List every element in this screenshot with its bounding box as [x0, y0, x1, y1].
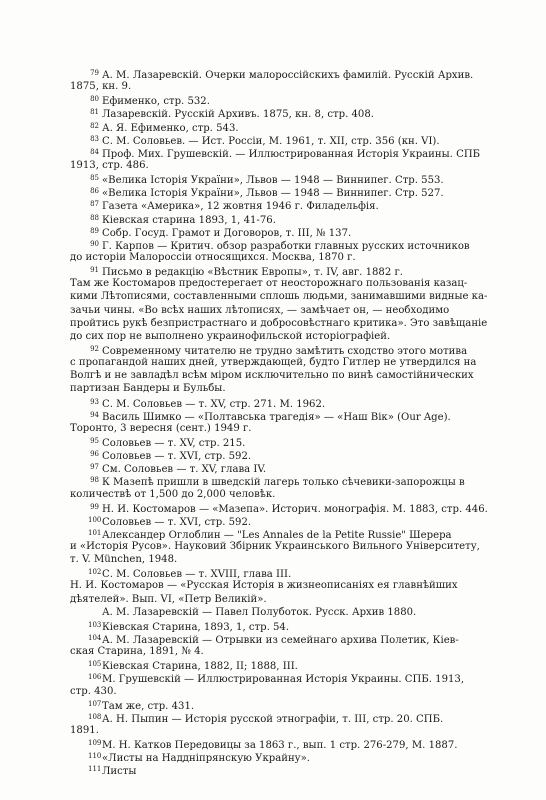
- footnote-first-line: [70, 67, 510, 80]
- footnote-number: 81: [90, 108, 99, 117]
- footnote-number: 106: [88, 673, 102, 682]
- footnote: [70, 448, 510, 461]
- footnote-number: 94: [90, 410, 99, 419]
- footnote-number: 92: [90, 344, 99, 353]
- footnote-continuation-line: [70, 579, 510, 592]
- footnote-text: А. Н. Пыпин — Исторія русской этнографіи, т. III, стр. 20. СПБ.: [102, 713, 444, 725]
- footnote-continuation-line: [70, 304, 510, 317]
- footnote-text: Н. И. Костомаров — «Мазепа». Историч. монографія. М. 1883, стр. 446.: [102, 503, 488, 514]
- footnote-first-line: [70, 474, 510, 487]
- footnote-text: Н. И. Костомаров — «Русская Исторія в жизнеописаніях ея главнѣйших: [70, 580, 458, 592]
- footnote-number: 105: [88, 660, 102, 669]
- footnote-text: Газета «Америка», 12 жовтня 1946 г. Филадельфія.: [102, 201, 379, 212]
- footnote-first-line: [70, 172, 510, 185]
- footnote-text: Торонто, 3 вересня (сент.) 1949 г.: [70, 422, 252, 434]
- footnote-text: т. V. München, 1948.: [70, 554, 178, 566]
- footnote-first-line: [70, 448, 510, 461]
- footnote-number: 102: [88, 568, 102, 577]
- footnote-first-line: [70, 435, 510, 448]
- footnote-text: Кіевская Старина, 1893, 1, стр. 54.: [102, 621, 290, 633]
- footnote-first-line: [70, 698, 510, 711]
- footnote-first-line: [70, 501, 510, 514]
- footnote-continuation-line: [70, 382, 510, 395]
- footnote-text: С. М. Соловьев. — Ист. Россіи, М. 1961, т. XII, стр. 356 (кн. VI).: [102, 135, 440, 146]
- footnote: [70, 606, 510, 619]
- footnote-continuation-line: [70, 685, 510, 698]
- footnote-number: 80: [90, 95, 99, 104]
- footnote-first-line: [70, 658, 510, 671]
- footnote-text: Ефименко, стр. 532.: [102, 96, 210, 107]
- footnote-number: 97: [90, 463, 99, 472]
- footnote-number: 110: [88, 752, 102, 761]
- footnote-text: Г. Карпов — Критич. обзор разработки главных русских источников: [102, 240, 470, 251]
- footnote-text: «Листы на Наддніпрянскую Украйну».: [102, 753, 311, 764]
- footnote-number: 84: [90, 147, 99, 156]
- footnote: [70, 737, 510, 750]
- footnote-first-line: [70, 238, 510, 251]
- footnote: [70, 198, 510, 211]
- footnote-first-line: [70, 133, 510, 146]
- footnote-first-line: [70, 212, 510, 225]
- footnote-first-line: [70, 120, 510, 133]
- footnote: [70, 409, 510, 435]
- footnote-number: 109: [88, 739, 102, 748]
- footnote-number: 85: [90, 174, 99, 183]
- footnote-text: дѣятелей». Вып. VI, «Петр Великій».: [70, 593, 267, 605]
- footnote: [70, 763, 510, 776]
- footnote-first-line: [70, 185, 510, 198]
- footnote: [70, 212, 510, 225]
- footnote-number: 83: [90, 134, 99, 143]
- footnote-number: 98: [90, 476, 99, 485]
- footnote-text: Кіевская Старина, 1882, II; 1888, III.: [102, 661, 298, 672]
- footnote-number: 104: [88, 634, 102, 643]
- footnote-text: С. М. Соловьев — т. XV, стр. 271. М. 1962.: [102, 398, 326, 409]
- footnote-continuation-line: [70, 356, 510, 369]
- footnote-number: 91: [90, 266, 99, 275]
- footnote-first-line: [70, 396, 510, 409]
- footnote: [70, 435, 510, 448]
- footnote: [70, 343, 510, 396]
- footnote-text: А. М. Лазаревскій. Очерки малороссійскихъ фамилій. Русскій Архив.: [102, 70, 474, 81]
- footnote-text: «Велика Історія України», Львов — 1948 — Виннипег. Стр. 553.: [102, 175, 444, 186]
- footnote-text: Соловьев — т. XVI, стр. 592.: [102, 516, 252, 527]
- footnote-number: 90: [90, 239, 99, 248]
- footnote-first-line: [70, 93, 510, 106]
- footnote-continuation-line: [70, 369, 510, 382]
- footnote: [70, 474, 510, 500]
- footnote: [70, 461, 510, 474]
- footnote-first-line: [70, 106, 510, 119]
- footnote-text: Соловьев — т. XVI, стр. 592.: [102, 451, 252, 462]
- footnote: [70, 658, 510, 671]
- footnotes-list: [70, 67, 510, 777]
- footnote-text: количествѣ от 1,500 до 2,000 человѣк.: [70, 488, 276, 500]
- footnote-first-line: [70, 763, 510, 776]
- footnote: [70, 225, 510, 238]
- footnote-number: 111: [88, 765, 102, 774]
- footnote-text: А. М. Лазаревскій — Отрывки из семейнаго архива Полетик, Кіев-: [102, 635, 459, 646]
- footnote: [70, 527, 510, 566]
- footnote-number: 88: [90, 213, 99, 222]
- footnote: [70, 106, 510, 119]
- footnote-number: 101: [88, 528, 102, 537]
- footnote-text: Там же, стр. 431.: [102, 700, 195, 711]
- footnote-text: К Мазепѣ пришли в шведскій лагерь только сѣчевики-запорожцы в: [102, 477, 465, 488]
- footnote: [70, 671, 510, 697]
- footnote-text: и «Исторія Русов». Науковий Збірник Украинського Вильного Університету,: [70, 541, 480, 553]
- footnote-number: 82: [90, 121, 99, 130]
- footnote: [70, 396, 510, 409]
- footnote: [70, 711, 510, 737]
- footnote-text: Проф. Мих. Грушевскій. — Иллюстрированная Исторія Украины. СПБ: [102, 148, 481, 159]
- footnote: [70, 172, 510, 185]
- footnote-continuation-line: [70, 422, 510, 435]
- footnote: [70, 750, 510, 763]
- footnote-text: Соловьев — т. XV, стр. 215.: [102, 437, 246, 449]
- footnote-first-line: [70, 146, 510, 159]
- footnote-text: Василь Шимко — «Полтавська трагедія» — «Наш Вік» (Our Age).: [102, 411, 451, 422]
- footnote-continuation-line: [70, 593, 510, 606]
- footnote-continuation-line: [70, 290, 510, 303]
- footnote-text: до исторіи Малороссіи относящихся. Москва, 1870 г.: [70, 251, 356, 263]
- footnote: [70, 93, 510, 106]
- footnote: [70, 566, 510, 605]
- footnote-continuation-line: [70, 540, 510, 553]
- footnote-number: 99: [90, 502, 99, 511]
- footnote-first-line: [70, 198, 510, 211]
- footnote-text: 1891.: [70, 725, 99, 737]
- footnote-number: 108: [88, 712, 102, 721]
- footnote-number: 93: [90, 397, 99, 406]
- footnote-first-line: [70, 225, 510, 238]
- footnote-number: 86: [90, 187, 99, 196]
- footnote-first-line: [70, 750, 510, 763]
- footnote-first-line: [70, 632, 510, 645]
- footnote: [70, 120, 510, 133]
- footnote-text: стр. 430.: [70, 685, 117, 697]
- footnote-first-line: [70, 527, 510, 540]
- footnote-text: С. М. Соловьев — т. XVIII, глава III.: [102, 569, 292, 580]
- footnote-text: Лазаревскій. Русскій Архивъ. 1875, кн. 8, стр. 408.: [102, 109, 374, 120]
- footnote: [70, 619, 510, 632]
- footnote-text: См. Соловьев — т. XV, глава IV.: [102, 464, 267, 475]
- footnote-number: 87: [90, 200, 99, 209]
- footnote-number: 100: [88, 515, 102, 524]
- footnote-first-line: [70, 409, 510, 422]
- footnote-text: А. М. Лазаревскій — Павел Полуботок. Русск. Архив 1880.: [102, 606, 417, 618]
- footnote-number: 96: [90, 450, 99, 459]
- footnote-continuation-line: [70, 645, 510, 658]
- footnote-first-line: [70, 514, 510, 527]
- footnote-text: зачьи чины. «Во всѣх наших лѣтописях, — замѣчает он, — необходимо: [70, 304, 450, 316]
- footnote: [70, 632, 510, 658]
- footnote: [70, 146, 510, 172]
- footnote-first-line: [70, 737, 510, 750]
- footnote-number: 103: [88, 620, 102, 629]
- footnote: [70, 514, 510, 527]
- footnote-text: Листы: [102, 766, 137, 777]
- footnote: [70, 264, 510, 343]
- footnote-text: до сих пор не выполнено украинофильской исторіографіей.: [70, 330, 391, 342]
- footnote-text: партизан Бандеры и Бульбы.: [70, 383, 226, 395]
- footnote-first-line: [70, 264, 510, 277]
- footnote-continuation-line: [70, 553, 510, 566]
- footnote-first-line: [70, 711, 510, 724]
- footnote-continuation-line: [70, 159, 510, 172]
- footnote-number: 89: [90, 226, 99, 235]
- footnote-text: ская Старина, 1891, № 4.: [70, 646, 204, 658]
- footnote-continuation-line: [70, 80, 510, 93]
- footnote-continuation-line: [70, 277, 510, 290]
- footnote-text: 1875, кн. 9.: [70, 81, 132, 93]
- footnote-text: Письмо в редакцію «Вѣстник Европы», т. IV, авг. 1882 г.: [102, 267, 403, 278]
- footnote-continuation-line: [70, 724, 510, 737]
- footnote-text: кими Лѣтописями, составленными сплошь людьми, занимавшими видные ка-: [70, 291, 488, 303]
- footnote-continuation-line: [70, 488, 510, 501]
- footnote: [70, 501, 510, 514]
- footnote-text: Кіевская старина 1893, 1, 41-76.: [102, 214, 276, 225]
- footnote-text: Собр. Госуд. Грамот и Договоров, т. III, № 137.: [102, 227, 352, 238]
- footnote: [70, 185, 510, 198]
- footnote-text: с пропагандой наших дней, утверждающей, будто Гитлер не утвердился на: [70, 357, 477, 369]
- footnote-text: М. Н. Катков Передовицы за 1863 г., вып. 1 стр. 276-279, М. 1887.: [102, 740, 458, 751]
- footnote-continuation-line: [70, 251, 510, 264]
- footnote-first-line: [70, 461, 510, 474]
- footnote-text: «Велика Історія України», Львов — 1948 — Виннипег. Стр. 527.: [102, 188, 444, 199]
- footnote-text: Волгѣ и не завладѣл всѣм міром исключительно по винѣ самостійнических: [70, 370, 474, 382]
- footnote: [70, 238, 510, 264]
- footnote: [70, 67, 510, 93]
- footnote-first-line: [70, 671, 510, 684]
- footnote-text: 1913, стр. 486.: [70, 159, 149, 171]
- footnote-first-line: [70, 343, 510, 356]
- footnote-text: пройтись рукѣ безпристрастнаго и добросовѣстнаго критика». Это завѣщаніе: [70, 317, 488, 329]
- footnote-first-line: [70, 619, 510, 632]
- footnote-number: 79: [90, 69, 99, 77]
- footnote-number: 107: [88, 699, 102, 708]
- footnote-continuation-line: [70, 330, 510, 343]
- footnote: [70, 698, 510, 711]
- footnote-continuation-line: [70, 317, 510, 330]
- footnote-text: Александер Оглоблин — "Les Annales de la Petite Russie" Шерера: [102, 529, 452, 541]
- footnote-text: А. Я. Ефименко, стр. 543.: [102, 122, 239, 133]
- footnote: [70, 133, 510, 146]
- footnote-text: М. Грушевскій — Иллюстрированная Исторія Украины. СПБ. 1913,: [102, 674, 465, 685]
- footnote-text: Современному читателю не трудно замѣтить сходство этого мотива: [102, 345, 468, 357]
- footnote-first-line: [70, 566, 510, 579]
- footnote-number: 95: [90, 436, 99, 445]
- footnote-first-line: [70, 606, 510, 619]
- footnote-text: Там же Костомаров предостерегает от неосторожнаго пользованія казац-: [70, 278, 468, 290]
